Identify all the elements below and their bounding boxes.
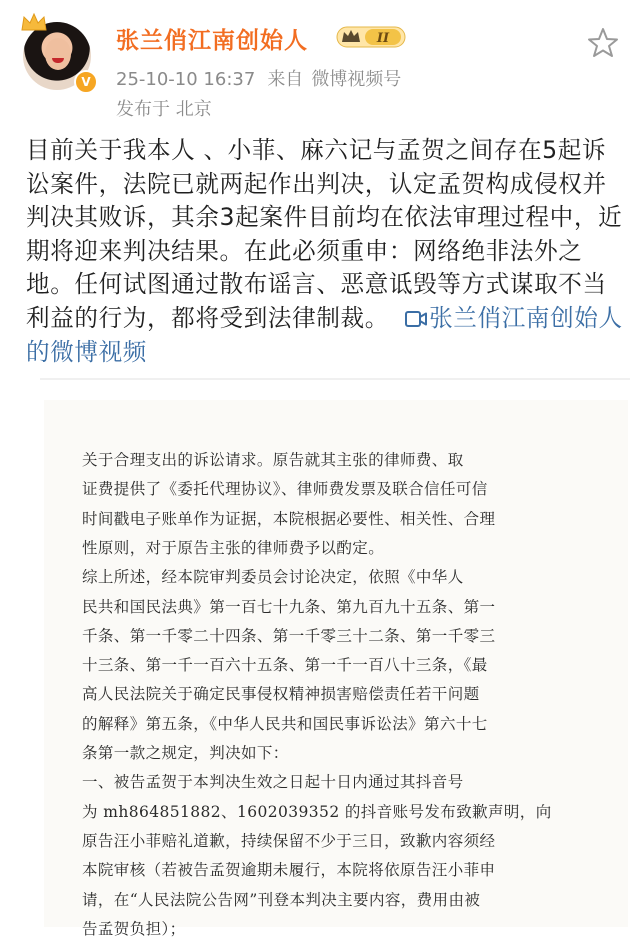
level-badge[interactable]: [337, 25, 405, 49]
post-text: [26, 134, 626, 369]
document-line: 民共和国民法典》第一百七十九条、第九百九十五条、第一: [82, 597, 496, 616]
document-line: 本院审核（若被告孟贺逾期未履行，本院将依原告汪小菲申: [82, 861, 496, 880]
post-body: 目前关于我本人 、小菲、麻六记与孟贺之间存在5起诉讼案件，法院已就两起作出判决，认定孟贺构成侵权并判决其败诉，其余3起案件目前均在依法审理过程中，近期将迎来判决结果。在此必须重申：网络绝非法外之地。任何试图通过散布谣言、恶意诋毁等方式谋取不当利益的行为，都将受到法律制裁。: [26, 136, 623, 332]
video-icon: [405, 310, 427, 328]
document-line: 的解释》第五条，《中华人民共和国民事诉讼法》第六十七: [82, 714, 488, 733]
document-line: 证费提供了《委托代理协议》、律师费发票及联合信任可信: [82, 480, 488, 499]
post-header: [0, 0, 640, 125]
post-timestamp: 25-10-10 16:37: [116, 69, 256, 90]
divider: [40, 378, 630, 380]
star-outline-icon[interactable]: [586, 26, 620, 60]
post-location: 发布于 北京: [116, 99, 212, 120]
document-line: 综上所述，经本院审判委员会讨论决定，依照《中华人: [82, 568, 464, 587]
document-line: 告孟贺负担）；: [82, 919, 186, 938]
document-line: 高人民法院关于确定民事侵权精神损害赔偿责任若干问题: [82, 685, 480, 704]
source-prefix: 来自: [267, 69, 304, 90]
document-line: 条第一款之规定，判决如下：: [82, 744, 289, 762]
post-meta: [116, 65, 401, 91]
post-source[interactable]: 微博视频号: [311, 69, 402, 90]
document-line: 一、被告孟贺于本判决生效之日起十日内通过其抖音号: [82, 773, 464, 792]
avatar-wrap[interactable]: [20, 12, 98, 90]
document-line: 关于合理支出的诉讼请求。原告就其主张的律师费、取: [82, 451, 464, 469]
crown-icon: [20, 12, 48, 32]
document-line: 原告汪小菲赔礼道歉，持续保留不少于三日，致歉内容须经: [82, 831, 496, 850]
avatar-face: [45, 38, 71, 70]
level-text: II: [376, 31, 390, 46]
document-line: 请，在“人民法院公告网”刊登本判决主要内容，费用由被: [82, 890, 481, 909]
verified-v-icon: V: [74, 70, 98, 94]
author-name[interactable]: 张兰俏江南创始人: [116, 28, 308, 54]
document-line: 十三条、第一千一百六十五条、第一千一百八十三条，《最: [82, 656, 488, 675]
document-line: 千条、第一千零二十四条、第一千零三十二条、第一千零三: [82, 626, 496, 645]
document-line: 性原则，对于原告主张的律师费予以酌定。: [82, 538, 385, 557]
court-document-image[interactable]: [44, 400, 628, 938]
document-line: 为 mh864851882、1602039352 的抖音账号发布致歉声明，向: [82, 802, 552, 821]
video-link-label: 张兰俏江南创始人的微博视频: [26, 303, 623, 366]
document-line: 时间戳电子账单作为证据，本院根据必要性、相关性、合理: [82, 509, 496, 528]
